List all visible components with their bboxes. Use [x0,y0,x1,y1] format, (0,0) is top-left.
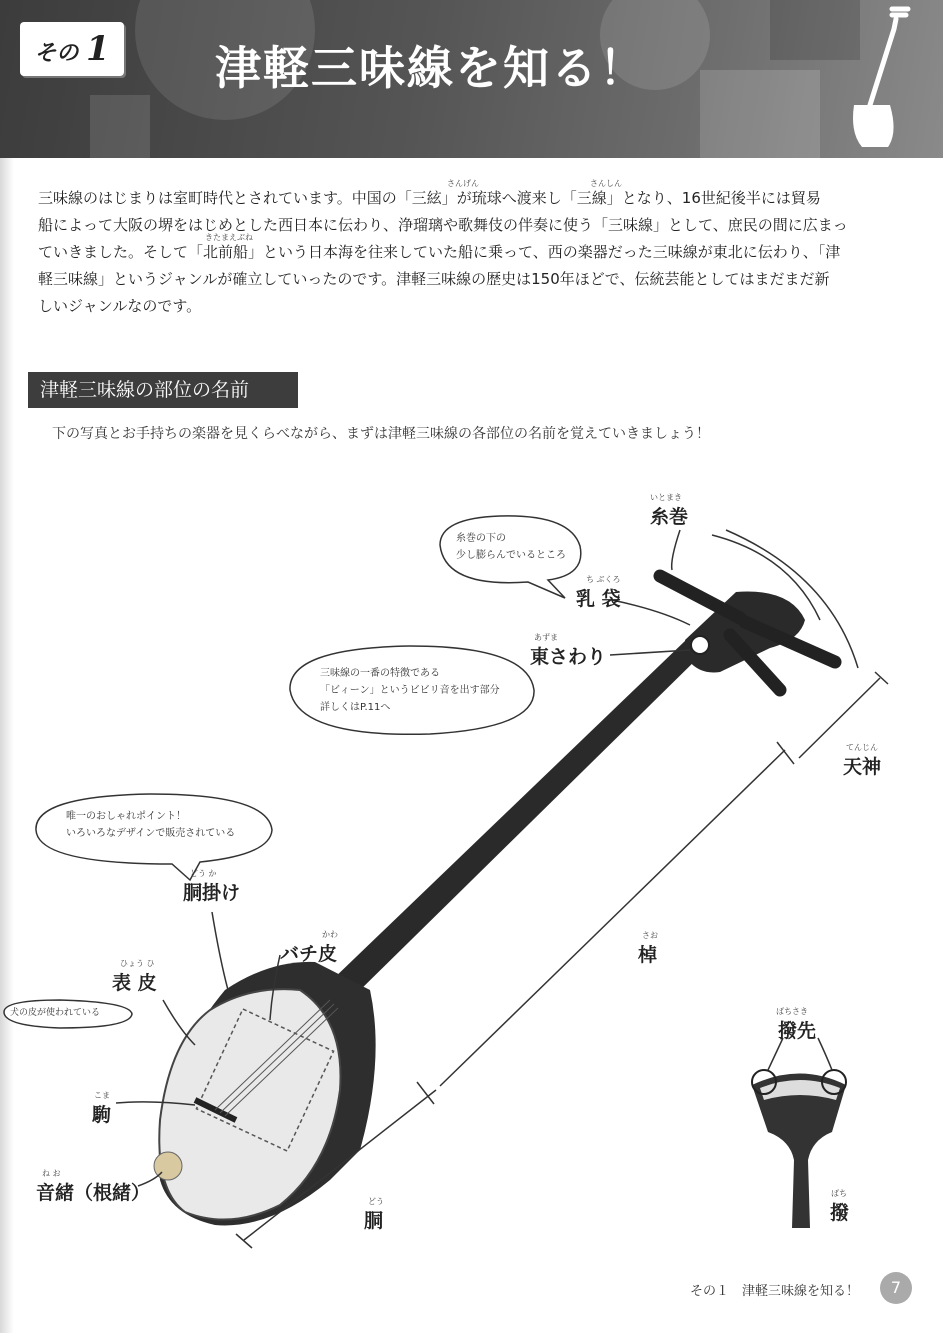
ruby-sanshin: さんしん [590,179,622,188]
label-bachi: 撥 [830,1202,850,1224]
intro-line: 船によって大阪の堺をはじめとした西日本に伝わり、浄瑠璃や歌舞伎の伴奏に使う「三味線」として、庶民の間に広まっ [38,216,848,234]
label-tenjin: 天神 [843,756,882,778]
badge-prefix: その [34,40,79,66]
ruby-sangen: さんげん [447,179,479,188]
note-chibukuro [456,530,566,564]
label-do: 胴 [364,1210,384,1232]
intro-line: しいジャンルなのです。 [38,297,202,315]
section-subtitle: 下の写真とお手持ちの楽器を見くらべながら、まずは津軽三味線の各部位の名前を覚えていきましょう！ [52,426,710,442]
ruby-do: どう [368,1197,384,1206]
intro-line: ていきました。そして「北前船」という日本海を往来していた船に乗って、西の楽器だった三味線が東北に伝わり、「津 [38,243,841,261]
label-dokake: 胴掛け [183,882,241,904]
note-line: 三味線の一番の特徴である [320,668,440,679]
ruby-tenjin: てんじん [846,743,878,752]
label-chibukuro: 乳 袋 [576,588,621,610]
ruby-kitamaebune: きたまえぶね [205,233,253,242]
footer-running-title: その１ 津軽三味線を知る！ [690,1284,860,1299]
label-azumasawari: 東さわり [530,646,607,668]
intro-line: 三味線のはじまりは室町時代とされています。中国の「三絃」が琉球へ渡来し「三線」となり、16世紀後半には貿易 [38,189,821,207]
ruby-bachisaki: ばちさき [776,1007,808,1016]
ruby-omotegawa: ひょう ひ [120,959,155,968]
ruby-neo: ね お [42,1169,61,1178]
label-koma: 駒 [92,1104,112,1126]
note-line: いろいろなデザインで販売されている [66,828,236,839]
note-line: 糸巻の下の [456,533,506,544]
ruby-itomaki: いとまき [650,493,682,502]
ruby-chibukuro: ち ぶくろ [586,575,621,584]
ruby-sao: さお [642,931,658,940]
label-bachigawa: バチ皮 [280,943,338,965]
page-number: 7 [880,1272,912,1304]
badge-number: 1 [86,29,110,69]
note-line: 唯一のおしゃれポイント！ [66,811,186,822]
label-sao: 棹 [638,944,658,966]
page-title: 津軽三味線を知る！ [215,41,647,95]
body [154,962,376,1226]
ruby-dokake: どう か [190,869,217,878]
note-omotegawa: 犬の皮が使われている [10,1008,101,1018]
label-omotegawa: 表 皮 [112,972,157,994]
ruby-bachigawa: かわ [322,930,338,939]
note-line: 詳しくはP.11へ [320,702,391,713]
label-itomaki: 糸巻 [650,506,689,528]
label-bachisaki: 撥先 [778,1020,817,1042]
headstock [660,576,835,690]
ruby-bachi: ばち [831,1189,847,1198]
note-line: 「ビィーン」というビビリ音を出す部分 [320,685,500,696]
label-neo: 音緒（根緒） [36,1182,151,1204]
ruby-azuma: あずま [534,633,558,642]
note-dokake [66,808,235,842]
intro-line: 軽三味線」というジャンルが確立していったのです。津軽三味線の歴史は150年ほどで、伝統芸能としてはまだまだ新 [38,270,830,288]
note-line: 少し膨らんでいるところ [456,550,566,561]
ruby-koma: こま [94,1091,110,1100]
section-heading: 津軽三味線の部位の名前 [28,372,298,408]
note-sawari [320,665,500,716]
